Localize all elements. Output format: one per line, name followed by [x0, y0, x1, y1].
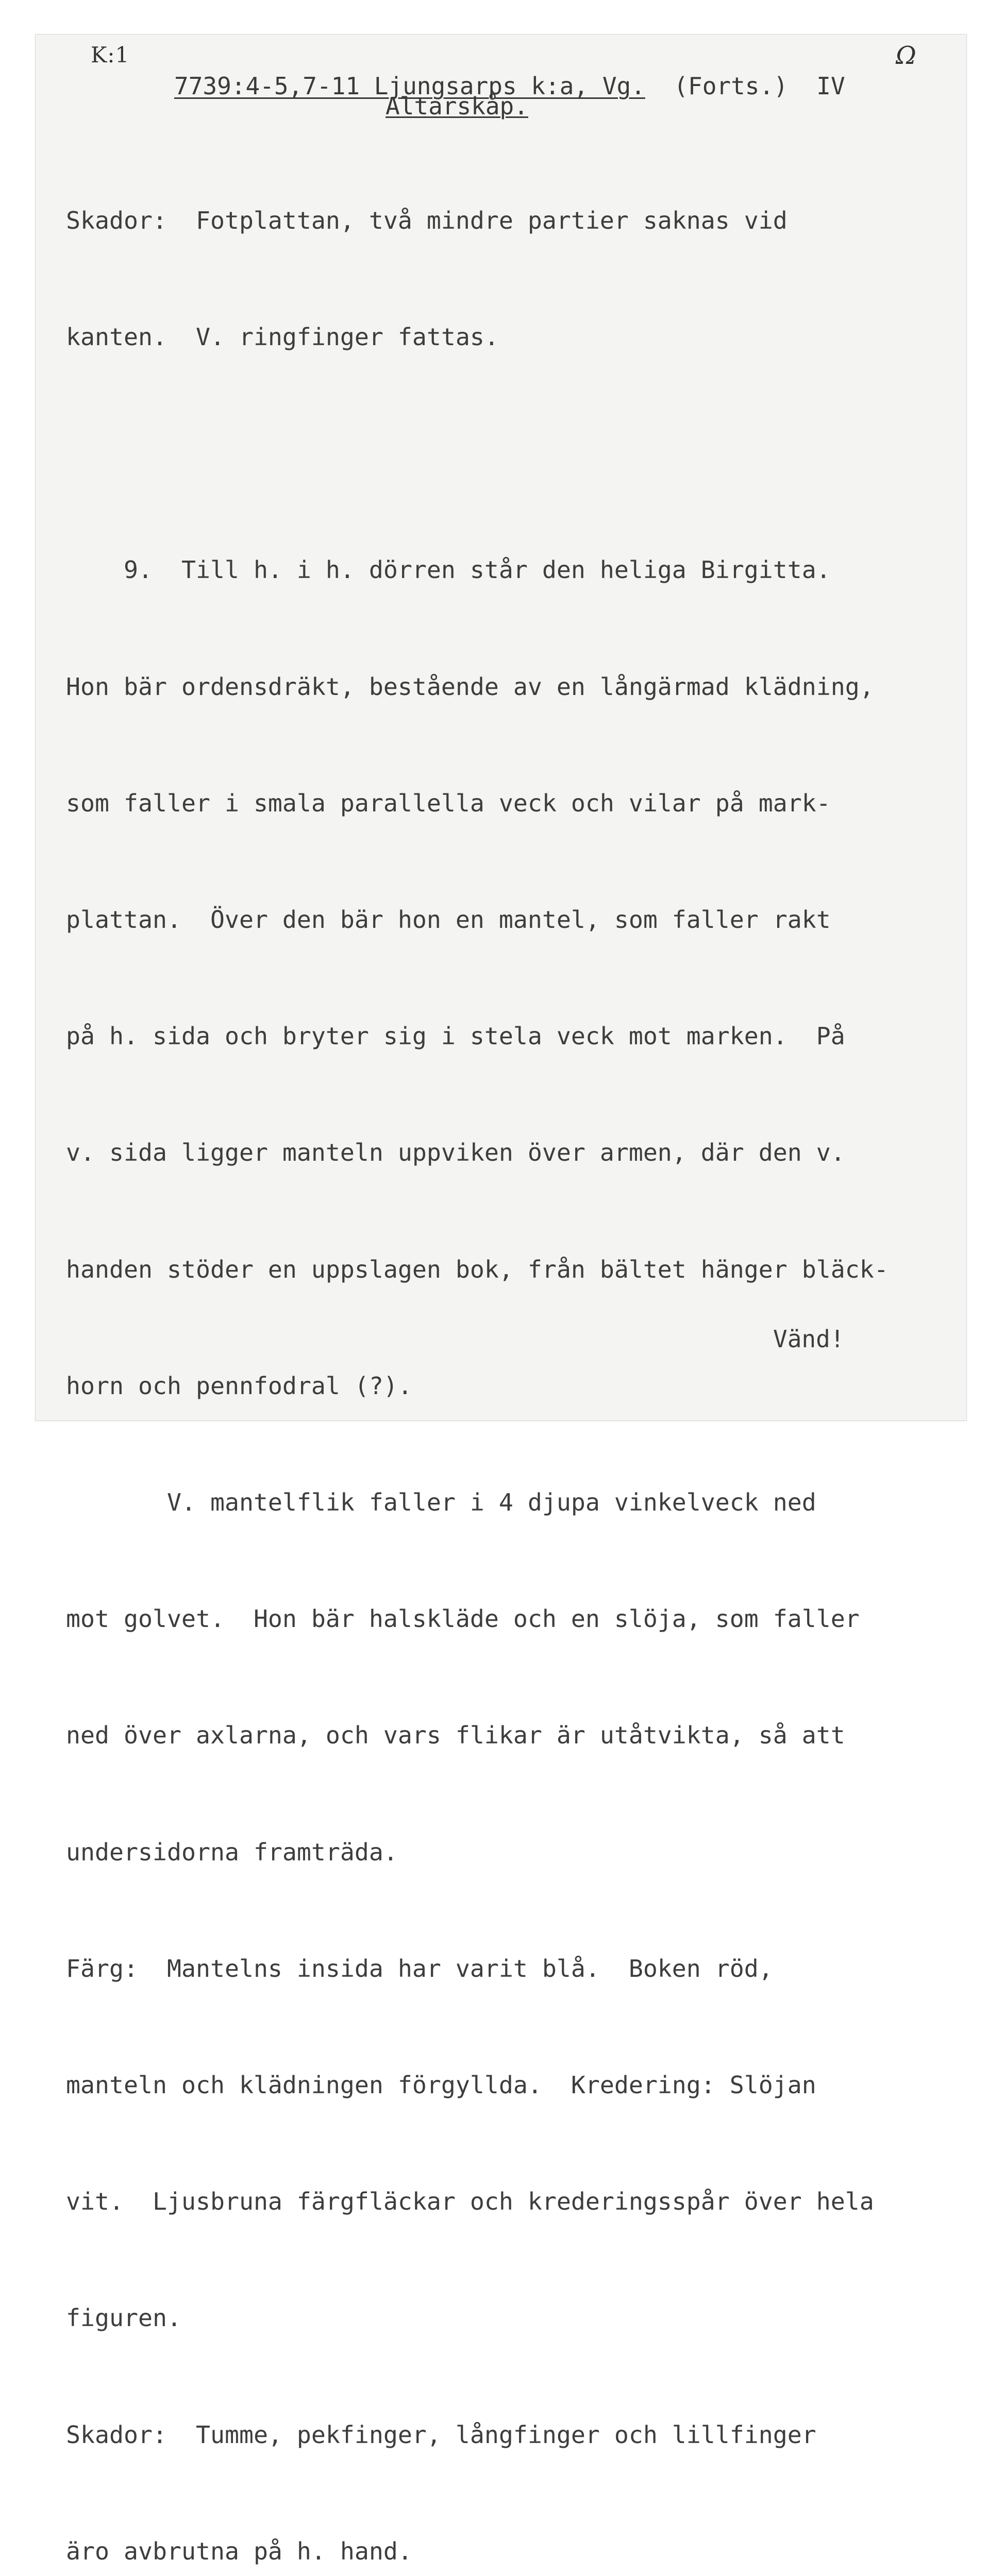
text-line: på h. sida och bryter sig i stela veck mot marken. På [66, 1022, 845, 1050]
turn-over-note: Vänd! [773, 1325, 845, 1353]
text-line: Skador: Tumme, pekfinger, långfinger och lillfinger [66, 2420, 816, 2449]
text-line: kanten. V. ringfinger fattas. [66, 323, 499, 351]
text-line: undersidorna framträda. [66, 1838, 398, 1866]
text-line: vit. Ljusbruna färgfläckar och krederingsspår över hela [66, 2188, 874, 2216]
signature-mark-handwritten: Ω [896, 41, 916, 70]
text-line [66, 434, 963, 473]
text-line: manteln och klädningen förgyllda. Kredering: Slöjan [66, 2071, 816, 2099]
text-line: v. sida ligger manteln uppviken över armen, där den v. [66, 1139, 845, 1167]
header-continued: (Forts.) [674, 72, 788, 100]
text-line: handen stöder en uppslagen bok, från bältet hänger bläck- [66, 1255, 889, 1283]
text-line: V. mantelflik faller i 4 djupa vinkelveck ned [66, 1488, 816, 1517]
header-subtitle: Altarskåp. [386, 92, 528, 120]
text-line: Hon bär ordensdräkt, bestående av en långärmad klädning, [66, 672, 874, 701]
header-page-number: IV [816, 72, 845, 100]
text-line: äro avbrutna på h. hand. [66, 2537, 412, 2565]
text-line: som faller i smala parallella veck och vilar på mark- [66, 789, 831, 817]
text-line: Skador: Fotplattan, två mindre partier saknas vid [66, 206, 788, 234]
card-number-handwritten: K:1 [91, 42, 130, 67]
text-line: 9. Till h. i h. dörren står den heliga Birgitta. [66, 556, 831, 584]
header-reference: 7739:4-5,7-11 Ljungsarps k:a, Vg. [174, 72, 645, 100]
text-line: Färg: Mantelns insida har varit blå. Boken röd, [66, 1954, 773, 1982]
text-line: horn och pennfodral (?). [66, 1371, 412, 1400]
text-line: figuren. [66, 2304, 181, 2332]
text-line: mot golvet. Hon bär halskläde och en slöja, som faller [66, 1605, 860, 1633]
text-line: plattan. Över den bär hon en mantel, som faller rakt [66, 906, 831, 934]
text-line: ned över axlarna, och vars flikar är utåtvikta, så att [66, 1721, 845, 1750]
